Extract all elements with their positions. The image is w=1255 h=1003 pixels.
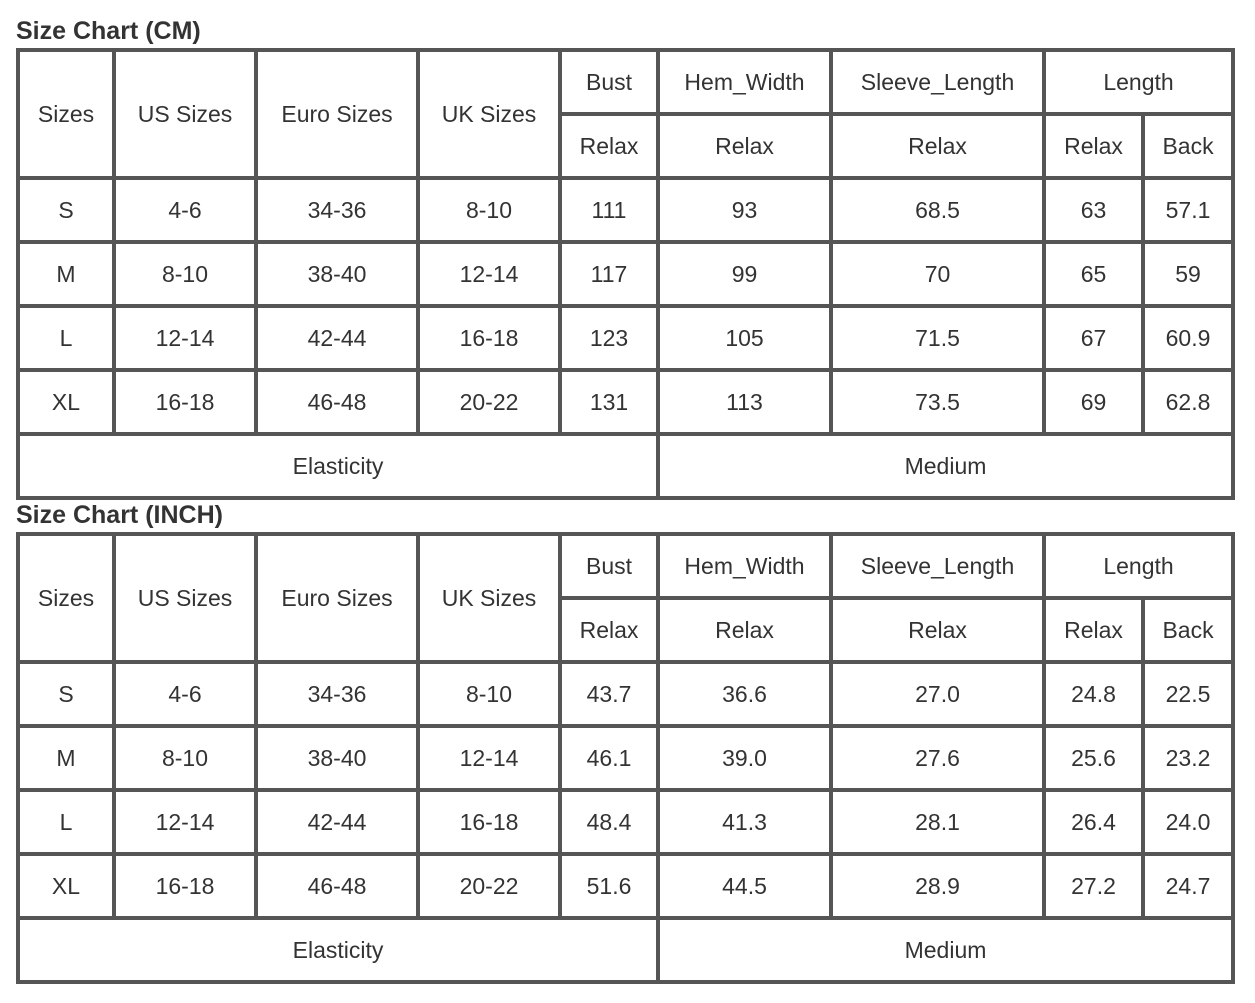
cell-euro-size: 34-36 (256, 662, 418, 726)
header-sizes: Sizes (18, 534, 114, 662)
header-hem-width: Hem_Width (658, 50, 831, 114)
table-row (18, 242, 1233, 306)
header-uk-sizes: UK Sizes (418, 534, 560, 662)
cell-uk-size: 12-14 (418, 726, 560, 790)
header-us-sizes: US Sizes (114, 534, 256, 662)
table-row (18, 662, 1233, 726)
cell-length-relax: 63 (1044, 178, 1143, 242)
cell-us-size: 12-14 (114, 790, 256, 854)
header-euro-sizes: Euro Sizes (256, 534, 418, 662)
header-us-sizes: US Sizes (114, 50, 256, 178)
table-row (18, 370, 1233, 434)
cell-us-size: 8-10 (114, 242, 256, 306)
header-sizes: Sizes (18, 50, 114, 178)
cell-hem-width: 36.6 (658, 662, 831, 726)
cell-us-size: 12-14 (114, 306, 256, 370)
cell-length-relax: 65 (1044, 242, 1143, 306)
cell-us-size: 4-6 (114, 178, 256, 242)
elasticity-value: Medium (658, 434, 1233, 498)
subheader-sleeve-relax: Relax (831, 114, 1044, 178)
cell-uk-size: 8-10 (418, 662, 560, 726)
subheader-sleeve-relax: Relax (831, 598, 1044, 662)
cell-uk-size: 12-14 (418, 242, 560, 306)
subheader-bust-relax: Relax (560, 114, 658, 178)
cell-bust: 123 (560, 306, 658, 370)
cell-us-size: 8-10 (114, 726, 256, 790)
cell-length-relax: 25.6 (1044, 726, 1143, 790)
cell-length-back: 60.9 (1143, 306, 1233, 370)
cell-size: L (18, 790, 114, 854)
size-chart-inch-title: Size Chart (INCH) (16, 501, 223, 529)
cell-uk-size: 16-18 (418, 306, 560, 370)
header-length: Length (1044, 534, 1233, 598)
cell-bust: 111 (560, 178, 658, 242)
size-chart-cm-title: Size Chart (CM) (16, 17, 201, 45)
cell-length-relax: 67 (1044, 306, 1143, 370)
cell-sleeve-length: 28.1 (831, 790, 1044, 854)
subheader-length-back: Back (1143, 114, 1233, 178)
cell-size: S (18, 662, 114, 726)
cell-size: M (18, 242, 114, 306)
cell-bust: 48.4 (560, 790, 658, 854)
cell-sleeve-length: 71.5 (831, 306, 1044, 370)
cell-us-size: 16-18 (114, 370, 256, 434)
cell-length-relax: 27.2 (1044, 854, 1143, 918)
cell-uk-size: 8-10 (418, 178, 560, 242)
cell-size: L (18, 306, 114, 370)
subheader-hem-relax: Relax (658, 598, 831, 662)
header-row (18, 534, 1233, 598)
cell-length-back: 57.1 (1143, 178, 1233, 242)
cell-sleeve-length: 73.5 (831, 370, 1044, 434)
cell-us-size: 4-6 (114, 662, 256, 726)
header-sleeve-length: Sleeve_Length (831, 534, 1044, 598)
size-chart-cm-table (16, 48, 1235, 500)
header-uk-sizes: UK Sizes (418, 50, 560, 178)
cell-length-back: 59 (1143, 242, 1233, 306)
cell-sleeve-length: 27.6 (831, 726, 1044, 790)
cell-hem-width: 93 (658, 178, 831, 242)
cell-bust: 51.6 (560, 854, 658, 918)
elasticity-row (18, 434, 1233, 498)
elasticity-label: Elasticity (18, 918, 658, 982)
cell-us-size: 16-18 (114, 854, 256, 918)
cell-euro-size: 46-48 (256, 370, 418, 434)
subheader-length-relax: Relax (1044, 598, 1143, 662)
header-row (18, 50, 1233, 114)
cell-size: M (18, 726, 114, 790)
cell-uk-size: 16-18 (418, 790, 560, 854)
cell-length-relax: 26.4 (1044, 790, 1143, 854)
cell-hem-width: 41.3 (658, 790, 831, 854)
header-bust: Bust (560, 534, 658, 598)
table-row (18, 306, 1233, 370)
cell-sleeve-length: 27.0 (831, 662, 1044, 726)
cell-euro-size: 34-36 (256, 178, 418, 242)
subheader-bust-relax: Relax (560, 598, 658, 662)
elasticity-value: Medium (658, 918, 1233, 982)
cell-bust: 46.1 (560, 726, 658, 790)
cell-sleeve-length: 68.5 (831, 178, 1044, 242)
cell-length-back: 24.0 (1143, 790, 1233, 854)
cell-hem-width: 105 (658, 306, 831, 370)
cell-euro-size: 42-44 (256, 790, 418, 854)
header-euro-sizes: Euro Sizes (256, 50, 418, 178)
cell-length-back: 24.7 (1143, 854, 1233, 918)
cell-hem-width: 39.0 (658, 726, 831, 790)
size-chart-inch-table (16, 532, 1235, 984)
table-row (18, 854, 1233, 918)
cell-sleeve-length: 70 (831, 242, 1044, 306)
cell-length-relax: 69 (1044, 370, 1143, 434)
cell-euro-size: 46-48 (256, 854, 418, 918)
cell-bust: 43.7 (560, 662, 658, 726)
cell-hem-width: 44.5 (658, 854, 831, 918)
subheader-length-back: Back (1143, 598, 1233, 662)
header-length: Length (1044, 50, 1233, 114)
cell-bust: 131 (560, 370, 658, 434)
table-row (18, 726, 1233, 790)
cell-euro-size: 38-40 (256, 242, 418, 306)
header-sleeve-length: Sleeve_Length (831, 50, 1044, 114)
cell-size: XL (18, 370, 114, 434)
table-row (18, 178, 1233, 242)
cell-size: S (18, 178, 114, 242)
subheader-length-relax: Relax (1044, 114, 1143, 178)
cell-hem-width: 99 (658, 242, 831, 306)
cell-sleeve-length: 28.9 (831, 854, 1044, 918)
header-bust: Bust (560, 50, 658, 114)
cell-size: XL (18, 854, 114, 918)
cell-uk-size: 20-22 (418, 854, 560, 918)
cell-uk-size: 20-22 (418, 370, 560, 434)
elasticity-label: Elasticity (18, 434, 658, 498)
table-row (18, 790, 1233, 854)
cell-euro-size: 38-40 (256, 726, 418, 790)
subheader-hem-relax: Relax (658, 114, 831, 178)
cell-length-relax: 24.8 (1044, 662, 1143, 726)
cell-bust: 117 (560, 242, 658, 306)
cell-length-back: 23.2 (1143, 726, 1233, 790)
cell-length-back: 62.8 (1143, 370, 1233, 434)
elasticity-row (18, 918, 1233, 982)
cell-length-back: 22.5 (1143, 662, 1233, 726)
cell-euro-size: 42-44 (256, 306, 418, 370)
header-hem-width: Hem_Width (658, 534, 831, 598)
cell-hem-width: 113 (658, 370, 831, 434)
